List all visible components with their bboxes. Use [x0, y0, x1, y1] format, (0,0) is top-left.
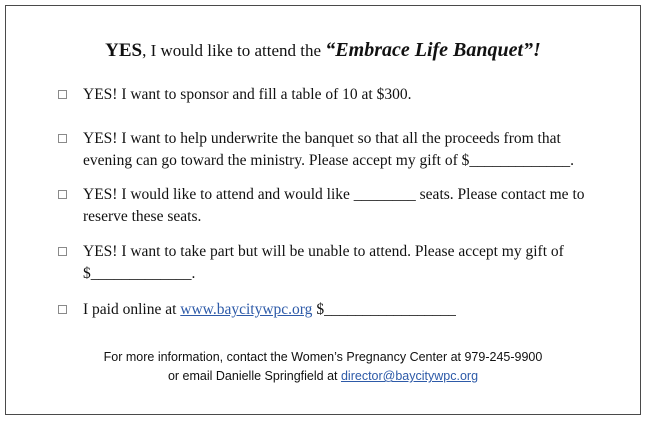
option-paid-online-suffix: $_________________ [312, 301, 456, 318]
option-unable-attend-text [83, 241, 623, 285]
heading-yes: YES [105, 40, 143, 61]
option-paid-online [58, 299, 618, 321]
option-sponsor-table-text: YES! I want to sponsor and fill a table of 10 at $300. [83, 86, 412, 103]
option-paid-online-prefix: I paid online at [83, 301, 181, 318]
option-underwrite-line1: YES! I want to help underwrite the banquet so that all the proceeds from that [83, 130, 561, 147]
checkbox-unable-attend[interactable] [58, 247, 67, 256]
option-unable-attend-line2: $_____________. [83, 265, 196, 282]
checkbox-sponsor-table[interactable] [58, 90, 67, 99]
checkbox-underwrite[interactable] [58, 134, 67, 143]
option-sponsor-table [58, 84, 618, 106]
option-attend-seats [58, 184, 618, 228]
option-underwrite-text [83, 128, 623, 172]
option-attend-seats-text [83, 184, 623, 228]
option-underwrite [58, 128, 618, 172]
footer-contact [6, 348, 640, 386]
option-unable-attend-line1: YES! I want to take part but will be unable to attend. Please accept my gift of [83, 243, 564, 260]
option-attend-seats-line2: reserve these seats. [83, 208, 202, 225]
option-attend-seats-line1: YES! I would like to attend and would like ________ seats. Please contact me to [83, 186, 585, 203]
footer-line2 [6, 367, 640, 386]
card-heading [6, 38, 640, 63]
heading-banquet-name: “Embrace Life Banquet”! [325, 39, 541, 61]
option-underwrite-line2: evening can go toward the ministry. Please accept my gift of $_____________. [83, 152, 575, 169]
checkbox-attend-seats[interactable] [58, 190, 67, 199]
footer-line1: For more information, contact the Women’s Pregnancy Center at 979-245-9900 [103, 350, 543, 364]
website-link[interactable]: www.baycitywpc.org [180, 301, 313, 318]
heading-middle: , I would like to attend the [142, 41, 326, 60]
footer-line2-prefix: or email Danielle Springfield at [167, 369, 341, 383]
checkbox-paid-online[interactable] [58, 305, 67, 314]
option-unable-attend [58, 241, 618, 285]
email-link[interactable]: director@baycitywpc.org [340, 369, 479, 383]
option-paid-online-text [83, 299, 623, 321]
reply-card [5, 5, 641, 415]
